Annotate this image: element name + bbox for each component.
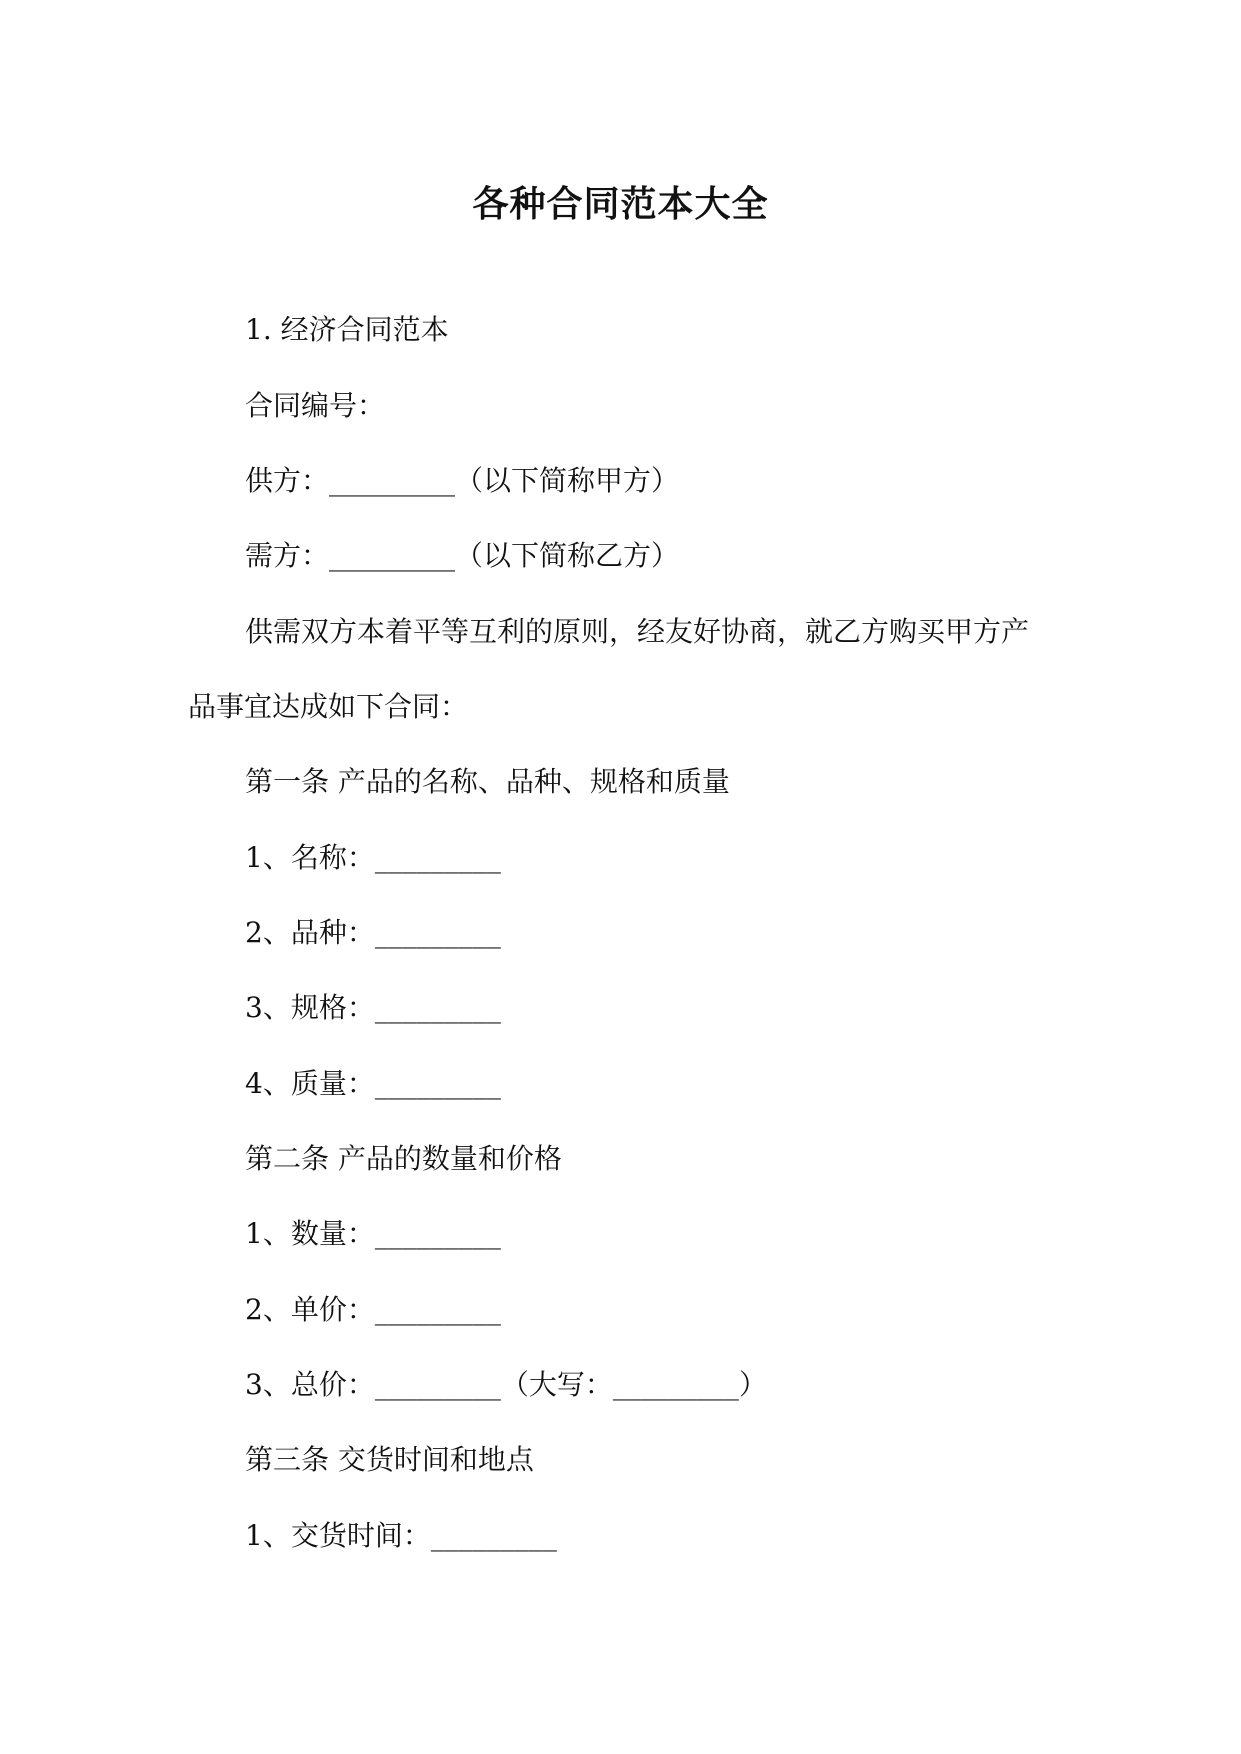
list-item: 3、规格：_________ xyxy=(245,991,501,1024)
contract-number-label: 合同编号： xyxy=(245,389,386,422)
list-item: 3、总价：_________（大写：_________） xyxy=(245,1368,767,1401)
buyer-line: 需方：_________（以下简称乙方） xyxy=(245,539,680,572)
list-item: 1、名称：_________ xyxy=(245,841,501,874)
list-item: 2、单价：_________ xyxy=(245,1293,501,1326)
document-title: 各种合同范本大全 xyxy=(472,184,769,225)
supplier-line: 供方：_________（以下简称甲方） xyxy=(245,464,680,497)
article-heading: 第三条 交货时间和地点 xyxy=(245,1443,534,1476)
paragraph-line: 品事宜达成如下合同： xyxy=(188,690,469,723)
article-heading: 第二条 产品的数量和价格 xyxy=(245,1142,562,1175)
paragraph-line: 供需双方本着平等互利的原则，经友好协商，就乙方购买甲方产 xyxy=(245,615,1030,648)
list-item: 2、品种：_________ xyxy=(245,916,501,949)
section-heading: 1. 经济合同范本 xyxy=(245,313,449,346)
list-item: 1、数量：_________ xyxy=(245,1217,501,1250)
article-heading: 第一条 产品的名称、品种、规格和质量 xyxy=(245,765,730,798)
list-item: 1、交货时间：_________ xyxy=(245,1519,557,1552)
list-item: 4、质量：_________ xyxy=(245,1067,501,1100)
